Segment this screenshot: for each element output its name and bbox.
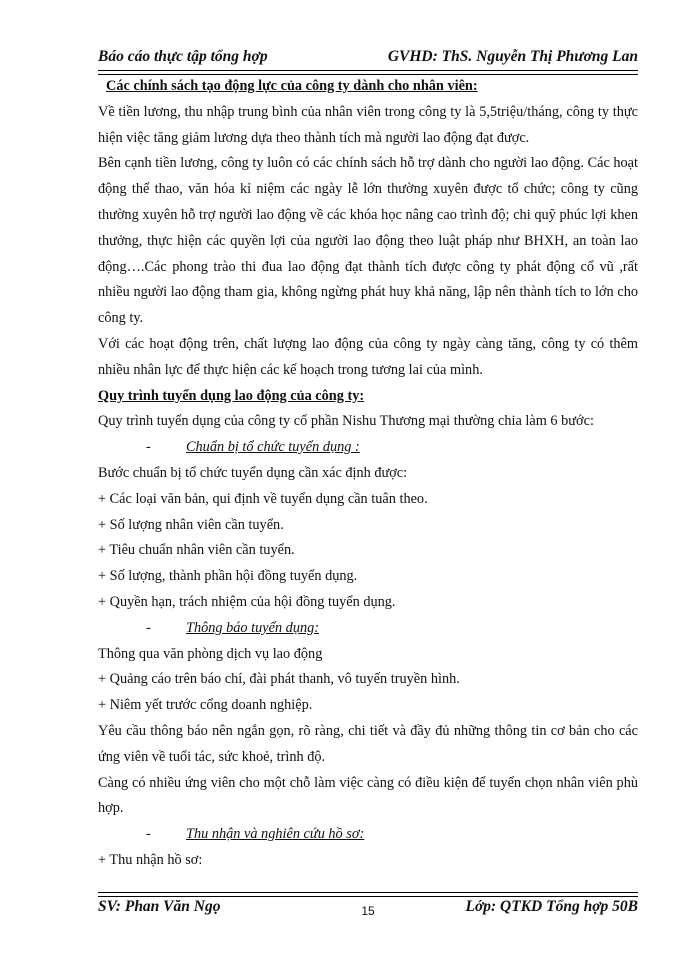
page-footer [98,898,638,924]
list-item: + Niêm yết trước cổng doanh nghiệp. [98,697,313,714]
footer-rule [98,892,638,897]
footer-student: SV: Phan Văn Ngọ [98,898,221,915]
footer-class: Lớp: QTKD Tổng hợp 50B [465,898,638,915]
page-header [98,40,638,66]
step-lead: Bước chuẩn bị tổ chức tuyển dụng cần xác định được: [98,464,408,481]
step-dash: - [146,619,151,636]
step-heading-announcement [98,616,638,642]
paragraph-recruitment-intro: Quy trình tuyển dụng của công ty cổ phần Nishu Thương mại thường chia làm 6 bước: [98,413,594,430]
header-supervisor: GVHD: ThS. Nguyễn Thị Phương Lan [387,48,638,65]
section-heading-motivation: Các chính sách tạo động lực của công ty dành cho nhân viên: [106,78,478,94]
step-title: Thông báo tuyển dụng: [186,619,320,636]
paragraph-quality: Với các hoạt động trên, chất lượng lao động của công ty ngày càng tăng, công ty có thêm nhiều nhân lực để thực hiện các kế hoạch trong tương lai của mình. [98,335,638,378]
list-item: + Số lượng, thành phần hội đồng tuyển dụng. [98,568,358,585]
list-item: + Số lượng nhân viên cần tuyển. [98,516,284,533]
list-item: + Tiêu chuẩn nhân viên cần tuyển. [98,542,295,559]
step-title: Thu nhận và nghiên cứu hồ sơ: [186,826,365,843]
paragraph-support-policies: Bên cạnh tiền lương, công ty luôn có các chính sách hỗ trợ dành cho người lao động. Các hoạt động thể thao, văn hóa kỉ niệm các ngày lễ lớn thường xuyên được tổ chức; công ty cũng thường xuyên hỗ trợ người lao động về các khóa học nâng cao trình độ; chi quỹ phúc lợi khen thưởng, thực hiện các quyền lợi của người lao động theo luật pháp như BHXH, an toàn lao động….Các phong trào thi đua lao động đạt thành tích được công ty phát động cổ vũ ,rất nhiều người lao động tham gia, không ngừng phát huy khả năng, lập nên thành tích to lớn cho công ty. [98,155,638,327]
header-report-title: Báo cáo thực tập tổng hợp [98,48,268,65]
list-item: + Quyền hạn, trách nhiệm của hội đồng tuyển dụng. [98,593,396,610]
list-item: + Quảng cáo trên báo chí, đài phát thanh, vô tuyến truyền hình. [98,671,460,688]
paragraph-more-candidates: Càng có nhiều ứng viên cho một chỗ làm việc càng có điều kiện để tuyển chọn nhân viên phù hợp. [98,774,638,817]
step-heading-application-review [98,822,638,848]
step-heading-preparation [98,435,638,461]
section-heading-recruitment: Quy trình tuyển dụng lao động của công ty: [98,387,365,404]
page-content [98,74,638,874]
paragraph-announcement-requirements: Yêu cầu thông báo nên ngắn gọn, rõ ràng, chi tiết và đầy đủ những thông tin cơ bản cho các ứng viên về tuổi tác, sức khoẻ, trình độ. [98,722,638,765]
list-item: + Thu nhận hồ sơ: [98,851,203,868]
page-number: 15 [361,904,375,918]
step-lead: Thông qua văn phòng dịch vụ lao động [98,645,323,662]
step-title: Chuẩn bị tổ chức tuyển dụng : [186,439,360,456]
step-dash: - [146,826,151,843]
paragraph-salary: Về tiền lương, thu nhập trung bình của nhân viên trong công ty là 5,5triệu/tháng, công ty thực hiện việc tăng giảm lương dựa theo thành tích mà người lao động đạt được. [98,103,638,146]
list-item: + Các loại văn bản, qui định về tuyển dụng cần tuân theo. [98,490,428,507]
step-dash: - [146,439,151,456]
